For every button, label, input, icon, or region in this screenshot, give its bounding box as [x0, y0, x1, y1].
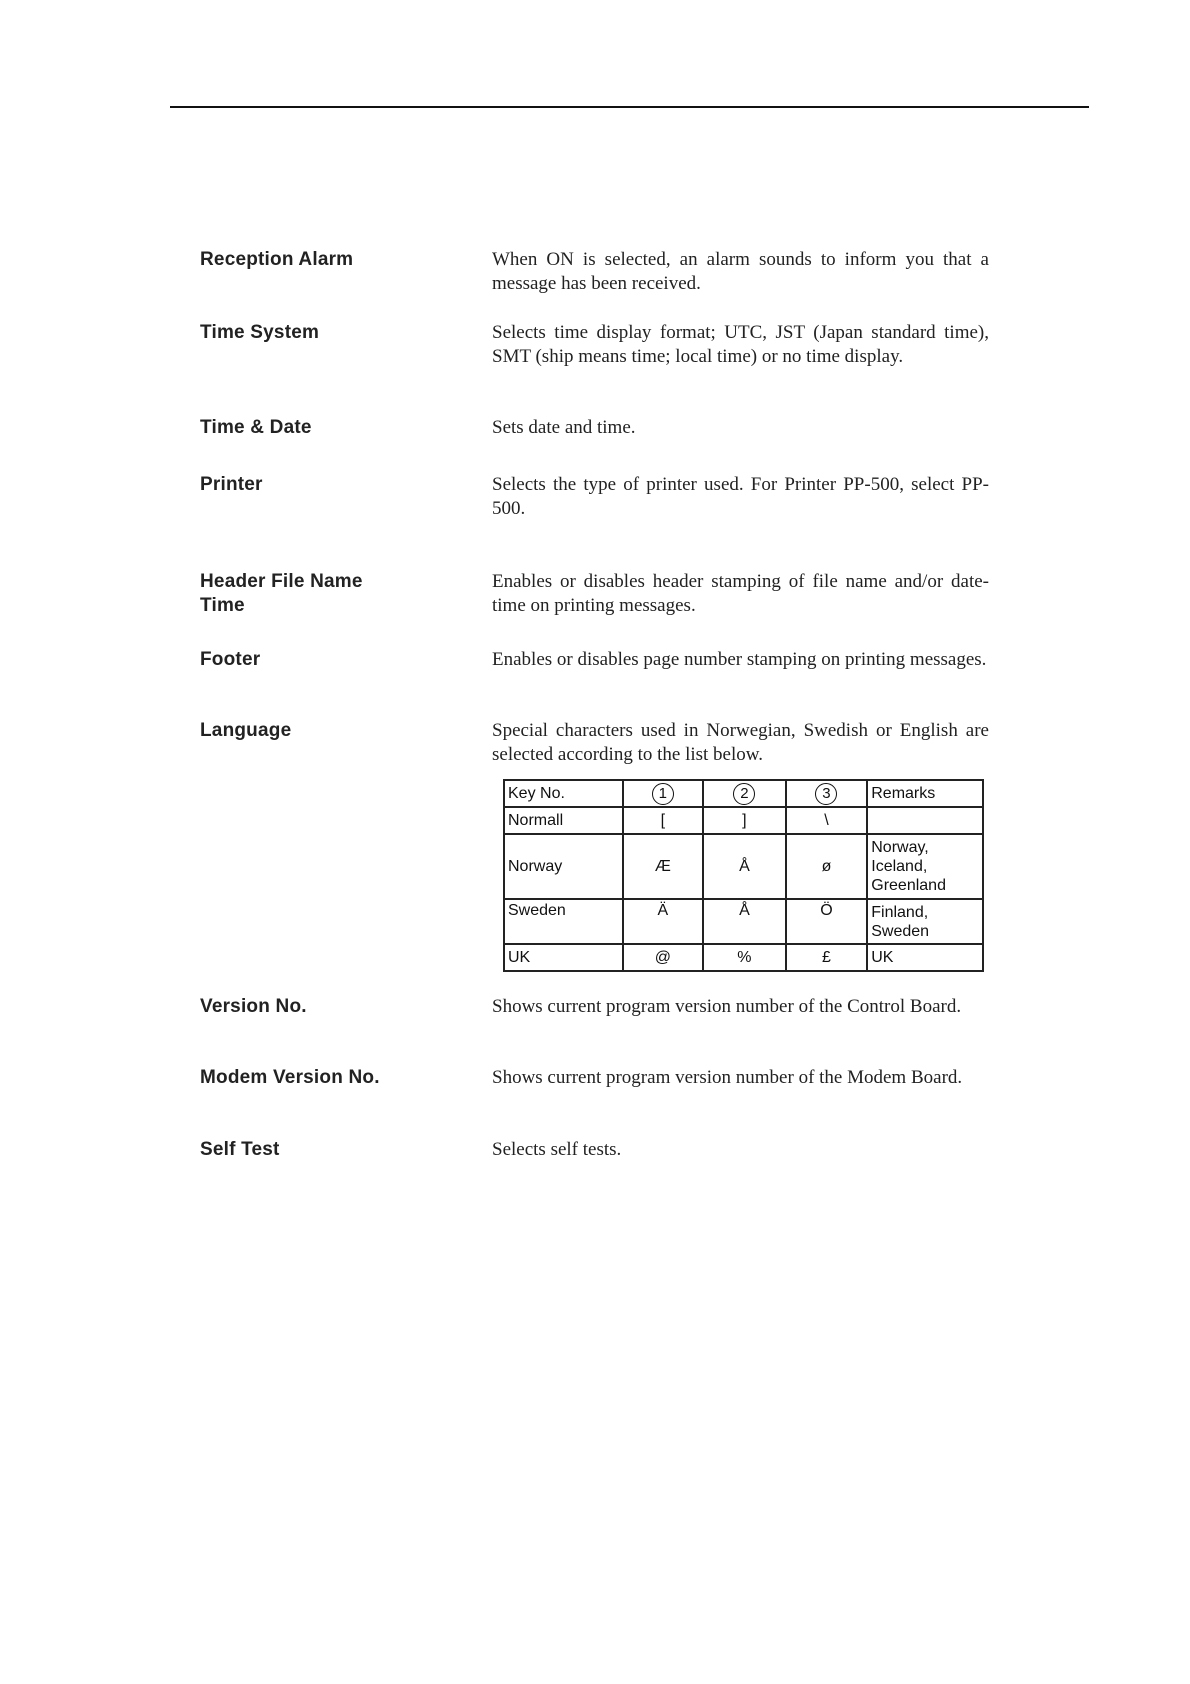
cell-key: Ä — [623, 899, 704, 944]
label-self-test: Self Test — [200, 1139, 280, 1160]
cell-remarks: Finland, Sweden — [867, 899, 983, 944]
label-version-no: Version No. — [200, 996, 307, 1017]
table-row — [504, 944, 983, 971]
header-key-2: 2 — [733, 783, 755, 805]
header-remarks: Remarks — [867, 780, 983, 807]
label-time-system: Time System — [200, 322, 320, 343]
label-language: Language — [200, 720, 292, 741]
label-header: Header File Name Time — [200, 571, 363, 616]
cell-remarks: Norway, Iceland, Greenland — [867, 834, 983, 899]
cell-key: ] — [703, 807, 786, 834]
desc-reception-alarm: When ON is selected, an alarm sounds to inform you that a message has been received. — [492, 249, 989, 294]
desc-self-test: Selects self tests. — [492, 1139, 622, 1160]
label-printer: Printer — [200, 474, 263, 495]
cell-key: Å — [703, 834, 786, 899]
header-key-1: 1 — [652, 783, 674, 805]
cell-key: % — [703, 944, 786, 971]
label-time-date: Time & Date — [200, 417, 312, 438]
header-rule — [170, 106, 1089, 108]
cell-key: @ — [623, 944, 704, 971]
table-row — [504, 807, 983, 834]
desc-header: Enables or disables header stamping of file name and/or date-time on printing messages. — [492, 571, 989, 616]
language-table — [503, 779, 984, 972]
cell-country: Norway — [504, 834, 623, 899]
label-reception-alarm: Reception Alarm — [200, 249, 354, 270]
label-modem-version-no: Modem Version No. — [200, 1067, 380, 1088]
cell-key: Å — [703, 899, 786, 944]
cell-key: Ö — [786, 899, 868, 944]
label-footer: Footer — [200, 649, 261, 670]
desc-version-no: Shows current program version number of the Control Board. — [492, 996, 962, 1017]
desc-time-system: Selects time display format; UTC, JST (Japan standard time), SMT (ship means time; local time) or no time display. — [492, 322, 989, 367]
desc-printer: Selects the type of printer used. For Printer PP-500, select PP-500. — [492, 474, 989, 519]
cell-remarks — [867, 807, 983, 834]
cell-key: £ — [786, 944, 868, 971]
header-key-no: Key No. — [504, 780, 623, 807]
table-row — [504, 834, 983, 899]
cell-key: ø — [786, 834, 868, 899]
desc-language: Special characters used in Norwegian, Swedish or English are selected according to the list below. — [492, 720, 989, 765]
header-key-3: 3 — [815, 783, 837, 805]
table-header-row — [504, 780, 983, 807]
desc-time-date: Sets date and time. — [492, 417, 636, 438]
cell-remarks: UK — [867, 944, 983, 971]
table-row — [504, 899, 983, 944]
cell-country: Sweden — [504, 899, 623, 944]
cell-key: \ — [786, 807, 868, 834]
cell-country: Normall — [504, 807, 623, 834]
desc-modem-version-no: Shows current program version number of the Modem Board. — [492, 1067, 963, 1088]
cell-country: UK — [504, 944, 623, 971]
cell-key: Æ — [623, 834, 704, 899]
cell-key: [ — [623, 807, 704, 834]
desc-footer: Enables or disables page number stamping on printing messages. — [492, 649, 987, 670]
